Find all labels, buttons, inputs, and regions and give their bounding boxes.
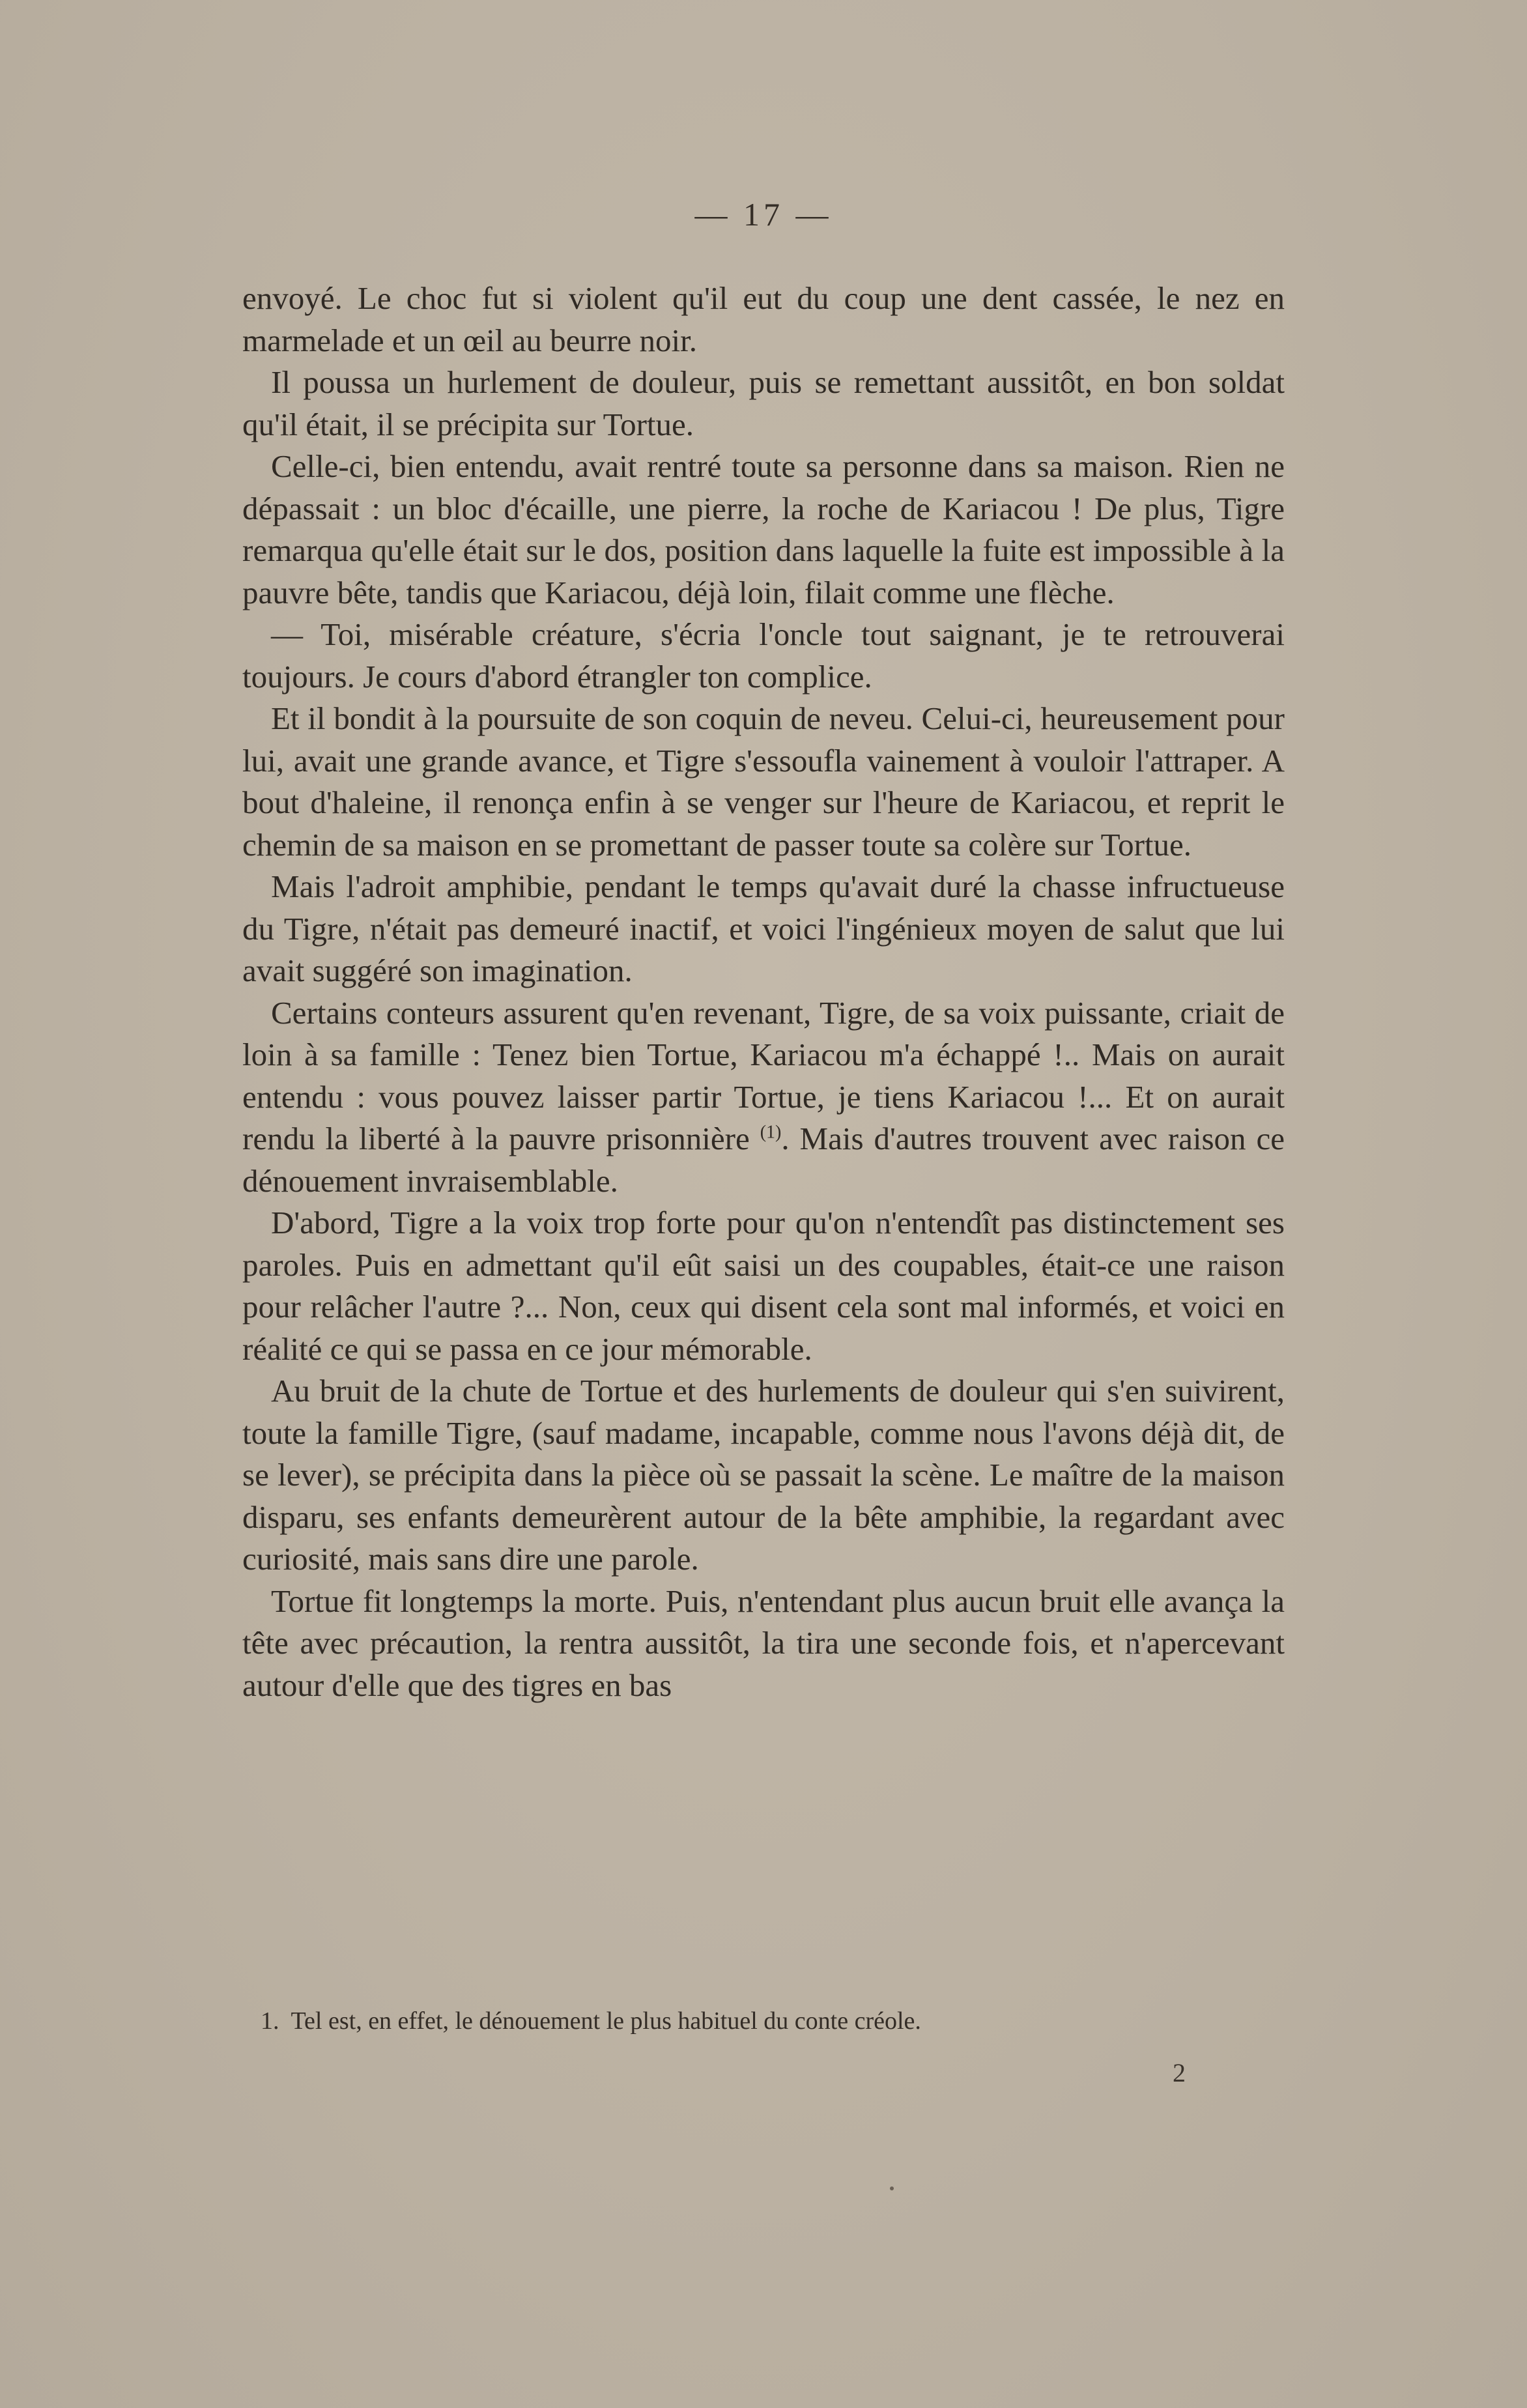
paragraph-text: . Mais d'autres trouvent avec raison ce dénouement invraisemblable. (242, 1121, 1285, 1199)
footnote-number: 1. (261, 2007, 279, 2035)
paragraph: Mais l'adroit amphibie, pendant le temps qu'avait duré la chasse infructueuse du Tigre, n'était pas demeuré inactif, et voici l'ingénieux moyen de salut que lui avait suggéré son imagination. (242, 868, 1285, 988)
paragraph: Au bruit de la chute de Tortue et des hurlements de douleur qui s'en suivirent, toute la famille Tigre, (sauf madame, incapable, comme nous l'avons déjà dit, de se lever), se précipita dans la pièce où se passait la scène. Le maître de la maison disparu, ses enfants demeurèrent autour de la bête amphibie, la regardant avec curiosité, mais sans dire une parole. (242, 1373, 1285, 1577)
paragraph: D'abord, Tigre a la voix trop forte pour qu'on n'entendît pas distinctement ses paroles. Puis en admettant qu'il eût saisi un des coupables, était-ce une raison pour relâcher l'autre ?... Non, ceux qui disent cela sont mal informés, et voici en réalité ce qui se passa en ce jour mémorable. (242, 1205, 1285, 1367)
paper-speck (890, 2186, 894, 2190)
footnote-text: Tel est, en effet, le dénouement le plus habituel du conte créole. (291, 2007, 921, 2035)
footnote (261, 2004, 1283, 2038)
paragraph: Il poussa un hurlement de douleur, puis se remettant aussitôt, en bon soldat qu'il était, il se précipita sur Tortue. (242, 364, 1285, 442)
paragraph: envoyé. Le choc fut si violent qu'il eut du coup une dent cassée, le nez en marmelade et un œil au beurre noir. (242, 280, 1285, 358)
signature-mark: 2 (1173, 2058, 1186, 2087)
paragraph: Celle-ci, bien entendu, avait rentré toute sa personne dans sa maison. Rien ne dépassait : un bloc d'écaille, une pierre, la roche de Kariacou ! De plus, Tigre remarqua qu'elle était sur le dos, position dans laquelle la fuite est impossible à la pauvre bête, tandis que Kariacou, déjà loin, filait comme une flèche. (242, 448, 1285, 610)
body-text (242, 278, 1285, 1706)
paragraph: Et il bondit à la poursuite de son coquin de neveu. Celui-ci, heureusement pour lui, avait une grande avance, et Tigre s'essoufla vainement à vouloir l'attraper. A bout d'haleine, il renonça enfin à se venger sur l'heure de Kariacou, et reprit le chemin de sa maison en se promettant de passer toute sa colère sur Tortue. (242, 700, 1285, 863)
paragraph: Tortue fit longtemps la morte. Puis, n'entendant plus aucun bruit elle avança la tête avec précaution, la rentra aussitôt, la tira une seconde fois, et n'apercevant autour d'elle que des tigres en bas (242, 1583, 1285, 1703)
paragraph-text: Certains conteurs assurent qu'en revenant, Tigre, de sa voix puissante, criait de loin à sa famille : Tenez bien Tortue, Kariacou m'a échappé !.. Mais on aurait entendu : vous pouvez laisser partir Tortue, je tiens Kariacou !... Et on aurait rendu la liberté à la pauvre prisonnière (242, 994, 1285, 1156)
page-number: — 17 — (694, 196, 833, 233)
footnote-reference: (1) (760, 1122, 782, 1143)
paragraph-with-footnote-ref (242, 992, 1285, 1203)
paragraph: — Toi, misérable créature, s'écria l'oncle tout saignant, je te retrouverai toujours. Je cours d'abord étrangler ton complice. (242, 616, 1285, 695)
